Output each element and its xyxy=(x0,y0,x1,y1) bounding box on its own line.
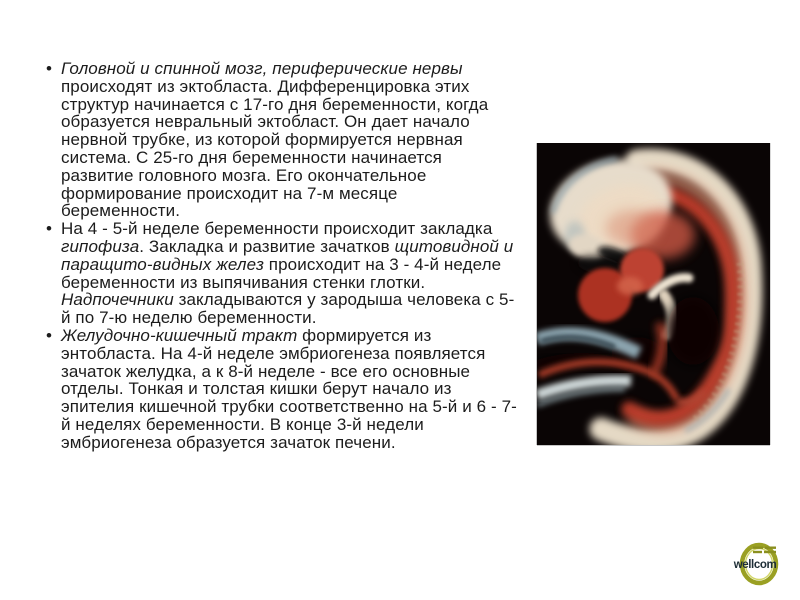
wellcom-logo-graphic xyxy=(728,540,786,586)
bullet-text-italic: Надпочечники xyxy=(61,290,174,310)
bullet-text-italic: гипофиза xyxy=(61,236,140,256)
bullet-item xyxy=(46,220,518,327)
bullet-text: На 4 - 5-й неделе беременности происходит закладка xyxy=(61,219,493,239)
bullet-list xyxy=(46,60,518,452)
bullet-item xyxy=(46,60,518,220)
logo-wordmark: wellcom xyxy=(733,559,777,571)
embryo-photo xyxy=(537,143,770,445)
bullet-item xyxy=(46,327,518,452)
bullet-text: закладываются у зародыша человека с 5-й по 7-ю неделю беременности. xyxy=(61,290,515,328)
bullet-text-italic: Головной и спинной мозг, периферические нервы xyxy=(61,59,463,78)
bullet-text: формируется из энтобласта. На 4-й неделе эмбриогенеза появляется зачаток желудка, а к 8-й неделе - все его основные отделы. Тонкая и толстая кишки берут начало из эпителия кишечной трубки соответственно на 5-й и 6 - 7-й неделях беременности. В конце 3-й недели эмбриогенеза образуется зачаток печени. xyxy=(61,325,517,452)
bullet-text: . Закладка и развитие зачатков xyxy=(139,236,395,256)
bullet-text: происходят из эктобласта. Дифференцировка этих структур начинается с 17-го дня беременности, когда образуется невральный эктобласт. Он дает начало нервной трубке, из которой формируется нервная система. С 25-го дня беременности начинается развитие головного мозга. Его окончательное формирование происходит на 7-м месяце беременности. xyxy=(61,76,489,221)
wellcom-logo xyxy=(728,540,786,586)
bullet-text-italic: Желудочно-кишечный тракт xyxy=(61,325,298,345)
embryo-illustration xyxy=(537,143,770,445)
bullet-text-italic: щитовидной и паращито-видных желез xyxy=(61,236,514,274)
bullet-text: происходит на 3 - 4-й неделе беременности из выпячивания стенки глотки. xyxy=(61,254,502,292)
